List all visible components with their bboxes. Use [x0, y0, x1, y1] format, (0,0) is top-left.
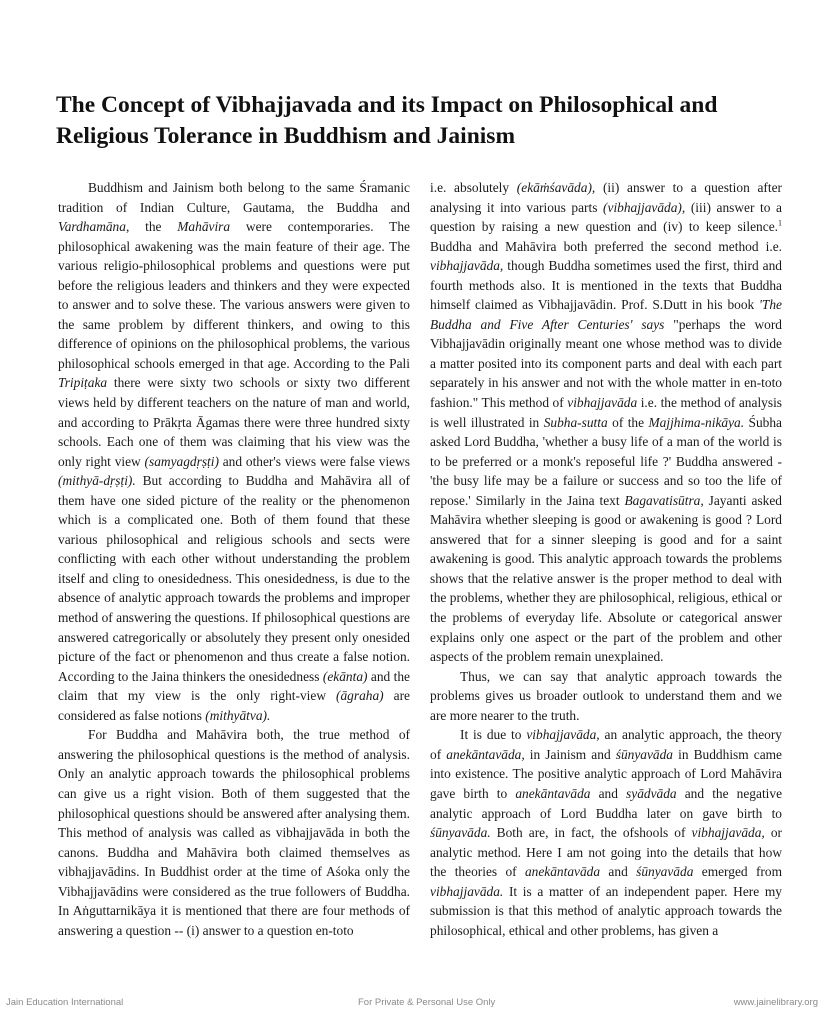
- paragraph: i.e. absolutely (ekāṁśavāda), (ii) answer to a question after analysing it into various parts (vibhajjavāda), (iii) answer to a question by raising a new question and (iv) to keep silence.$^1$ Buddha and Mahāvira both preferred the second method i.e. vibhajjavāda, though Buddha sometimes used the first, third and fourth methods also. It is mentioned in the texts that Buddha himself claimed as Vibhajjavādin. Prof. S.Dutt in his book 'The Buddha and Five After Centuries' says "perhaps the word Vibhajjavādin originally meant one whose method was to divide a matter posited into its component parts and deal with each part separately in his answer and not with the whole matter in en-toto fashion." This method of vibhajjavāda i.e. the method of analysis is well illustrated in Subha-sutta of the Majjhima-nikāya. Śubha asked Lord Buddha, 'whether a busy life of a man of the world is to be preferred or a monk's reposeful life ?' Buddha answered - 'the busy life may be a failure or success and so too the life of repose.' Similarly in the Jaina text Bagavatisūtra, Jayanti asked Mahāvira whether sleeping is good or awakening is good ? Lord answered that for a sinner sleeping is good and for a saint awakening is good. This analytic approach towards the problems shows that the relative answer is the proper method to deal with the problems, whether they are philosophical, religious, ethical or the problems of everyday life. Absolute or categorical answer explains only one aspect or the part of the problem and other aspects of the problem remain unexplained.: [430, 180, 783, 665]
- paragraph: Thus, we can say that analytic approach towards the problems gives us broader outlook to understand them and we are more nearer to the truth.: [430, 668, 782, 723]
- left-column: [58, 178, 410, 940]
- page-footer: [0, 997, 828, 1011]
- footer-publisher: Jain Education International: [6, 997, 124, 1008]
- footnote-ref: 1: [778, 218, 782, 228]
- paragraph: For Buddha and Mahāvira both, the true method of answering the philosophical questions is the method of analysis. Only an analytic approach towards the philosophical problems can give us a right vision. Both of them suggested that the philosophical questions should be answered after analysing them. This method of analysis was called as vibhajjavāda in both the canons. Buddha and Mahāvira both claimed themselves as vibhajjavādins. In Buddhist order at the time of Aśoka only the Vibhajjavādins were considered as the true followers of Buddha. In Aṅguttarnikāya it is mentioned that there are four methods of answering a question -- (i) answer to a question en-toto: [58, 727, 410, 938]
- footer-usage-note: For Private & Personal Use Only: [358, 997, 496, 1008]
- footer-website-link[interactable]: www.jainelibrary.org: [733, 997, 818, 1008]
- right-column: [430, 178, 782, 940]
- paragraph: Buddhism and Jainism both belong to the same Śramanic tradition of Indian Culture, Gautama, the Buddha and Vardhamāna, the Mahāvira were contemporaries. The philosophical awakening was the main feature of their age. The various religio-philosophical problems and questions were put before the religious leaders and thinkers and they were expected to answer and to solve these. The various answers were given to the same problem by different thinkers, and owing to this difference of opinions on the philosophical problems, the various philosophical schools emerged in that age. According to the Pali Tripiṭaka there were sixty two schools or sixty two different views held by different teachers on the nature of man and world, and according to Prākṛta Āgamas there were three hundred sixty schools. Each one of them was claiming that his view was the only right view (samyagdṛṣṭi) and other's views were false views (mithyā-dṛṣṭi). But according to Buddha and Mahāvira all of them have one sided picture of the reality or the phenomenon which is a complicated one. Both of them found that these various philosophical and religious schools and sects were conflicting with each other without understanding the problem itself and cling to onesidedness. This onesidedness, is due to the absence of analytic approach towards the problems and improper method of answering the questions. If philosophical questions are answered catregorically or absolutely they present only onesided picture of the fact or phenomenon and thus create a false notion. According to the Jaina thinkers the onesidedness (ekānta) and the claim that my view is the only right-view (āgraha) are considered as false notions (mithyātva).: [58, 180, 411, 723]
- paragraph: It is due to vibhajjavāda, an analytic approach, the theory of anekāntavāda, in Jainism and śūnyavāda in Buddhism came into existence. The positive analytic approach of Lord Mahāvira gave birth to anekāntavāda and syādvāda and the negative analytic approach of Lord Buddha later on gave birth to śūnyavāda. Both are, in fact, the ofshools of vibhajjavāda, or analytic method. Here I am not going into the details that how the theories of anekāntavāda and śūnyavāda emerged from vibhajjavāda. It is a matter of an independent paper. Here my submission is that this method of analytic approach towards the philosophical, ethical and other problems, has given a: [430, 727, 783, 938]
- article-title: The Concept of Vibhajjavada and its Impact on Philosophical and Religious Tolerance in Buddhism and Jainism: [56, 92, 718, 149]
